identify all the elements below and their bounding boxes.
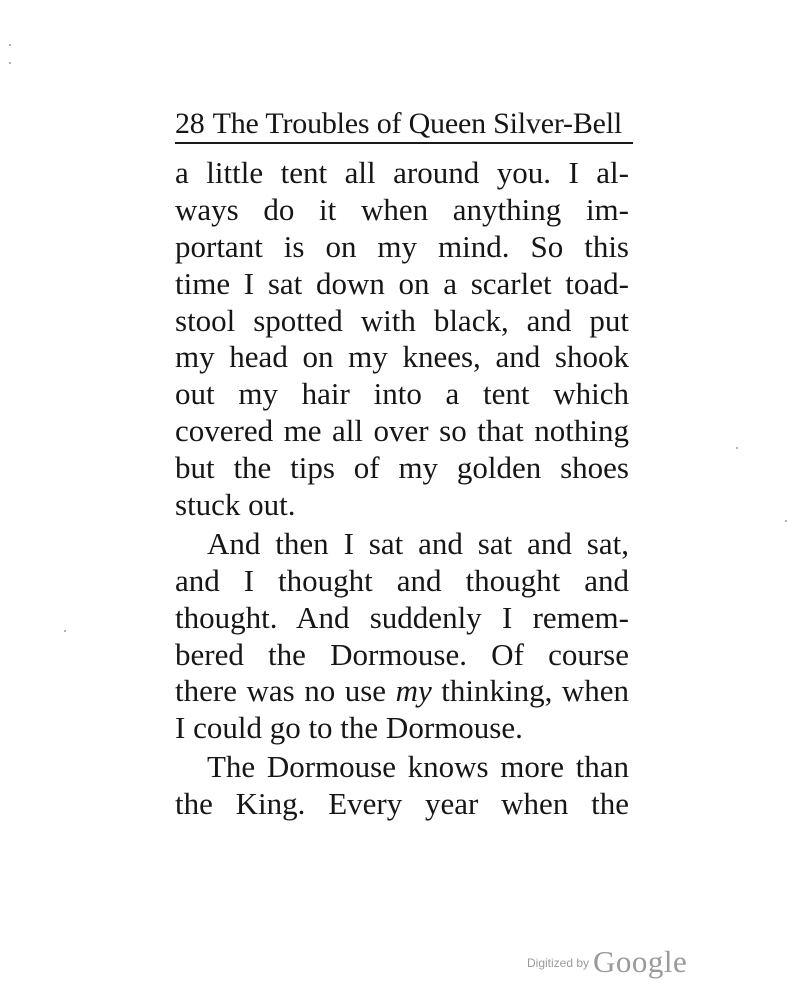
text-line: time I sat down on a scarlet toad-	[175, 265, 629, 301]
header-text	[175, 106, 622, 142]
emphasized-word: my	[395, 673, 432, 709]
text-line: covered me all over so that nothing	[175, 413, 629, 449]
running-title: The Troubles of Queen Silver-Bell	[212, 107, 623, 140]
digitized-by-label: Digitized by	[527, 956, 590, 970]
paragraph	[175, 526, 629, 747]
text-line: And then I sat and sat and sat,	[207, 525, 629, 561]
text-line: my head on my knees, and shook	[175, 339, 629, 375]
text-line: The Dormouse knows more than	[207, 749, 629, 785]
paragraph	[175, 155, 629, 524]
body-text	[175, 155, 629, 823]
page-number: 28	[175, 107, 205, 140]
digitized-watermark	[527, 944, 702, 980]
text-line: bered the Dormouse. Of course	[175, 636, 629, 672]
running-header	[175, 106, 633, 144]
scan-speck	[785, 520, 787, 522]
text-line: but the tips of my golden shoes	[175, 450, 629, 486]
text-line: out my hair into a tent which	[175, 376, 629, 412]
text-fragment: there was no use	[175, 673, 396, 709]
scan-speck	[9, 44, 11, 46]
text-fragment: thinking, when	[431, 673, 629, 709]
scan-speck	[64, 630, 66, 632]
paragraph	[175, 749, 629, 823]
text-line: the King. Every year when the	[175, 786, 629, 822]
text-line: I could go to the Dormouse.	[175, 710, 523, 746]
scan-speck	[736, 447, 738, 449]
text-line: thought. And suddenly I remem-	[175, 599, 629, 635]
text-line: stuck out.	[175, 487, 296, 523]
scan-speck	[9, 62, 11, 64]
google-logo: Google	[593, 944, 688, 979]
text-line: ways do it when anything im-	[175, 191, 629, 227]
text-line: a little tent all around you. I al-	[175, 155, 629, 190]
text-line: portant is on my mind. So this	[175, 228, 629, 264]
text-line: stool spotted with black, and put	[175, 302, 629, 338]
text-line: and I thought and thought and	[175, 562, 629, 598]
text-line	[175, 673, 629, 710]
